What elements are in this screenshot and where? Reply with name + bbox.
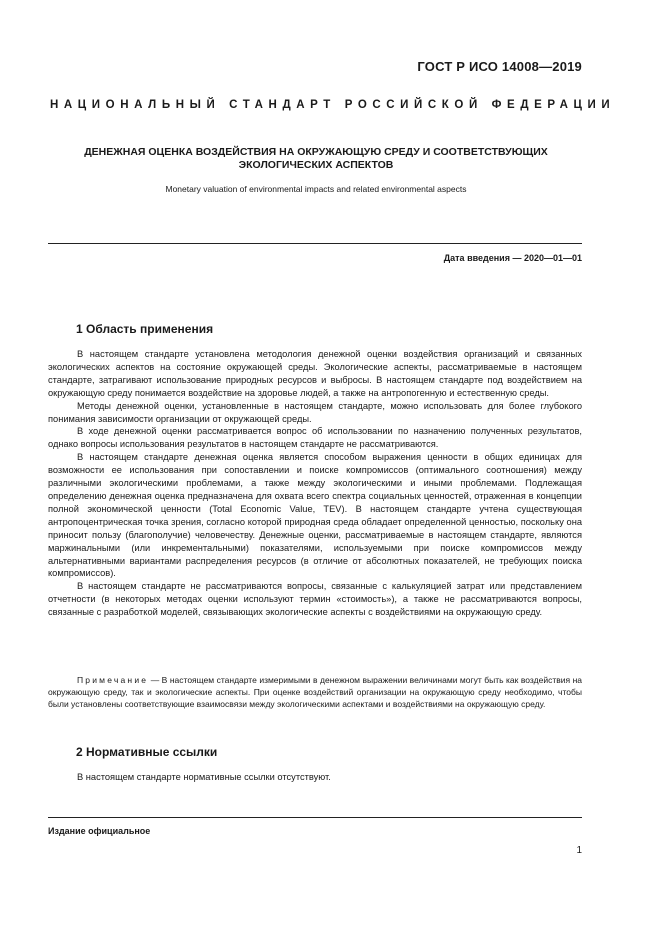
note-label: Примечание bbox=[77, 675, 149, 685]
header-divider bbox=[48, 243, 582, 244]
section-1-heading: 1 Область применения bbox=[76, 322, 214, 336]
paragraph: В настоящем стандарте нормативные ссылки отсутствуют. bbox=[77, 772, 331, 782]
title-ru-line-2: ЭКОЛОГИЧЕСКИХ АСПЕКТОВ bbox=[238, 159, 394, 171]
section-2-body bbox=[48, 771, 582, 784]
official-edition-label: Издание официальное bbox=[48, 826, 151, 836]
document-title-en: Monetary valuation of environmental impacts and related environmental aspects bbox=[165, 184, 467, 194]
paragraph: В настоящем стандарте установлена методология денежной оценки воздействия организаций и связанных экологических аспектов на состояние окружающей среды. Экологические аспекты, рассматриваемые в настоящем стандарте, затрагивают использование природных ресурсов и выбросы. В настоящем стандарте под воздействием на окружающую среду понимается воздействие на здоровье людей, а также на антропогенную и естественную среды. bbox=[48, 349, 582, 398]
paragraph: В ходе денежной оценки рассматривается вопрос об использовании по назначению полученных результатов, однако вопросы использования результатов в настоящем стандарте не рассматриваются. bbox=[48, 426, 582, 450]
note bbox=[48, 674, 582, 711]
note-text: — В настоящем стандарте измеримыми в денежном выражении величинами могут быть как воздействия на окружающую среду, так и экологические аспекты. При оценке воздействий организации на окружающую среду необходимо, чтобы были установлены соответствующие взаимосвязи между экологическими аспектами и воздействиями на окружающую среду. bbox=[48, 675, 582, 710]
page-number: 1 bbox=[576, 845, 582, 856]
standard-code: ГОСТ Р ИСО 14008—2019 bbox=[417, 59, 582, 74]
paragraph: Методы денежной оценки, установленные в настоящем стандарте, можно использовать для более глубокого понимания зависимости организации от окружающей среды. bbox=[48, 400, 582, 424]
section-1-body bbox=[48, 348, 582, 619]
national-standard-banner: НАЦИОНАЛЬНЫЙ СТАНДАРТ РОССИЙСКОЙ ФЕДЕРАЦИИ bbox=[50, 99, 616, 111]
introduction-date: Дата введения — 2020—01—01 bbox=[443, 253, 582, 263]
paragraph: В настоящем стандарте денежная оценка является способом выражения ценности в общих единицах для возможности ее использования при сопоставлении и поиске компромиссов (оптимального соотношения) между различными экологическими проблемами, а также между экологическими и иными проблемами. Подлежащая определению денежная оценка предназначена для охвата всего спектра социальных ценностей, отраженная в концепции полной экономической ценности (Total Economic Value, TEV). В настоящем стандарте учтена существующая антропоцентрическая точка зрения, согласно которой природная среда обладает определенной ценностью, поскольку она приносит пользу (благополучие) человечеству. Денежные оценки, рассматриваемые в настоящем стандарте, являются маржинальными (или инкрементальными) показателями, используемыми при поиске компромиссов между альтернативными вариантами распределения ресурсов (в отличие от абсолютных показателей, не требующих поиска компромиссов). bbox=[48, 452, 582, 579]
document-title-ru bbox=[50, 146, 582, 172]
section-2-heading: 2 Нормативные ссылки bbox=[76, 745, 218, 759]
footer-divider bbox=[48, 817, 582, 818]
paragraph: В настоящем стандарте не рассматриваются вопросы, связанные с калькуляцией затрат или представлением отчетности (в некоторых методах оценки используют термин «стоимость»), а также не рассматриваются вопросы, связанные с разработкой моделей, связывающих экологические аспекты с воздействиями на окружающую среду. bbox=[48, 581, 582, 618]
title-ru-line-1: ДЕНЕЖНАЯ ОЦЕНКА ВОЗДЕЙСТВИЯ НА ОКРУЖАЮЩУЮ СРЕДУ И СООТВЕТСТВУЮЩИХ bbox=[84, 146, 548, 158]
